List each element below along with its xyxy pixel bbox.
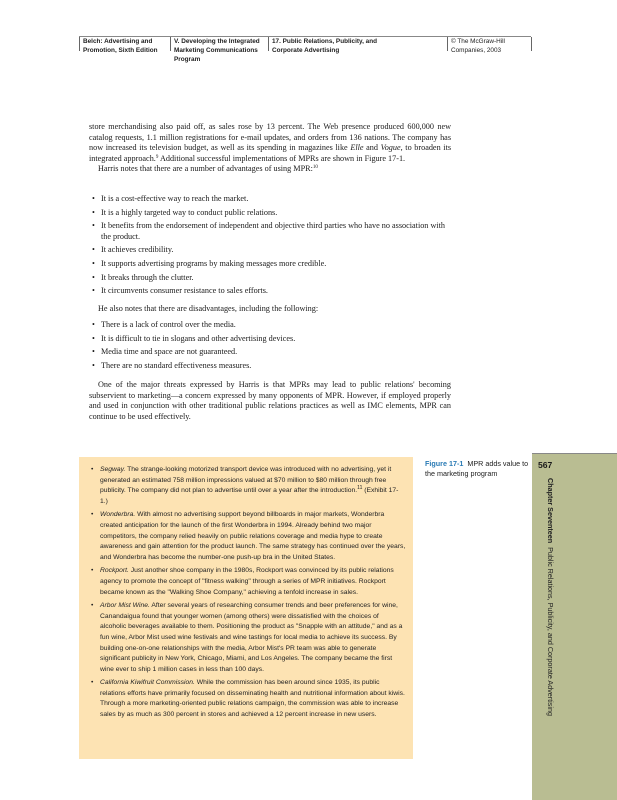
list-item: • It supports advertising programs by making messages more credible. bbox=[92, 258, 327, 268]
paragraph-text: and bbox=[366, 143, 378, 153]
footnote-ref: 10 bbox=[312, 165, 318, 171]
header-copyright: © The McGraw-Hill Companies, 2003 bbox=[451, 38, 505, 55]
header-part-title: V. Developing the Integrated Marketing Communications Program bbox=[174, 38, 260, 64]
caption-text: MPR adds value to the marketing program bbox=[425, 459, 529, 478]
header-divider bbox=[170, 37, 171, 51]
body-paragraph-4: One of the major threats expressed by Harris is that MPRs may lead to public relations' becoming subservient to marketing—a concern expressed by many opponents of MPR. However, if employed properly and used in conjunction with other traditional public relations practices as well as IMC elements, MPR can continue to be used effectively. bbox=[89, 380, 451, 421]
list-item: • There are no standard effectiveness measures. bbox=[92, 360, 252, 370]
list-item: • It is a cost-effective way to reach the market. bbox=[92, 194, 249, 203]
body-paragraph-3: He also notes that there are disadvantages, including the following: bbox=[98, 304, 319, 313]
running-chapter-title bbox=[545, 478, 557, 768]
magazine-name: Elle bbox=[350, 143, 364, 153]
list-item: • Media time and space are not guaranteed. bbox=[92, 347, 238, 357]
chapter-number: Chapter Seventeen bbox=[546, 478, 555, 544]
paragraph-text: Additional successful implementations of MPRs are shown in Figure 17-1. bbox=[159, 153, 406, 163]
figure-box bbox=[79, 457, 413, 759]
header-book-title: Belch: Advertising and Promotion, Sixth Edition bbox=[83, 38, 158, 55]
figure-caption bbox=[425, 459, 530, 479]
list-item: • It is a highly targeted way to conduct public relations. bbox=[92, 207, 278, 217]
list-item: • It breaks through the clutter. bbox=[92, 272, 194, 282]
paragraph-text: Harris notes that there are a number of advantages of using MPR: bbox=[98, 164, 313, 174]
footnote-ref: 9 bbox=[155, 154, 159, 160]
figure-label: Figure 17-1 bbox=[425, 459, 464, 468]
list-item: • It benefits from the endorsement of independent and objective third parties who have no association with the product. bbox=[92, 221, 446, 241]
list-item: • It is difficult to tie in slogans and other advertising devices. bbox=[92, 333, 296, 343]
header-chapter-title: 17. Public Relations, Publicity, and Corporate Advertising bbox=[272, 38, 377, 55]
magazine-name: Vogue bbox=[380, 143, 401, 153]
figure-item: • Segway. The strange-looking motorized transport device was introduced with no advertising, yet it generated an estimated 758 million impressions valued at $70 million to $80 million through free publicity. The company did not plan to advertise until over a year after the introduction.$^{11}$ (Exhibit 17-1.) bbox=[91, 466, 399, 505]
figure-list bbox=[90, 465, 406, 724]
list-item: • It circumvents consumer resistance to sales efforts. bbox=[92, 286, 268, 296]
figure-item: • Arbor Mist Wine. After several years of researching consumer trends and beer preferences for wine, Canandaigua found that younger women (among others) were dissatisfied with the choices of alcoholic beverages available to them. Positioning the product as "Snapple with an attitude," and as a fun wine, Arbor Mist used wine festivals and wine tastings for local media to achieve its success. By building one-on-one relationships with the media, Arbor Mist's PR team was able to generate significant publicity in New York, Chicago, Miami, and Los Angeles. The company became the first wine ever to ship 1 million cases in less than 100 days. bbox=[91, 602, 403, 673]
figure-item: • Rockport. Just another shoe company in the 1980s, Rockport was convinced by its public relations agency to promote the concept of "fitness walking" through a series of MPR initiatives. Rockport became known as the "Walking Shoe Company," achieving a tenfold increase in sales. bbox=[91, 567, 394, 596]
header-divider bbox=[447, 37, 448, 51]
chapter-title: Public Relations, Publicity, and Corporate Advertising bbox=[546, 547, 555, 716]
body-paragraph-1 bbox=[89, 122, 451, 175]
paragraph-text: store merchandising also paid off, as sales rose by 13 percent. The Web presence produced 600,000 new catalog requests, 1.1 million registrations for e-mail updates, and orders from 136 nations. The company has now increased its television budget, as well as its spending in magazines like bbox=[89, 122, 451, 153]
advantages-list bbox=[89, 194, 451, 300]
list-item: • It achieves credibility. bbox=[92, 245, 174, 255]
list-item: • There is a lack of control over the media. bbox=[92, 320, 236, 329]
header-divider bbox=[79, 37, 80, 51]
sidebar-rule bbox=[532, 453, 617, 454]
figure-item: • California Kiwifruit Commission. While the commission has been around since 1935, its public relations efforts have primarily focused on disseminating health and nutritional information about kiwis. Through a more marketing-oriented public relations campaign, the commission was able to increase sales by as much as 300 percent in stores and achieved a 12 percent increase in new users. bbox=[91, 679, 405, 719]
figure-item: • Wonderbra. With almost no advertising support beyond billboards in major markets, Wonderbra created anticipation for the launch of the first Wonderbra in 1994. Already behind two major competitors, the company relied heavily on public relations coverage and media hype to create awareness and gain attention for the product launch. The same strategy has continued over the years, and Wonderbra has become the number-one push-up bra in the United States. bbox=[91, 511, 406, 561]
page-number: 567 bbox=[538, 460, 553, 470]
disadvantages-list bbox=[89, 320, 451, 374]
paragraph-text: , to broaden its integrated approach. bbox=[89, 143, 452, 163]
header-divider bbox=[268, 37, 269, 51]
header-divider bbox=[531, 37, 532, 51]
